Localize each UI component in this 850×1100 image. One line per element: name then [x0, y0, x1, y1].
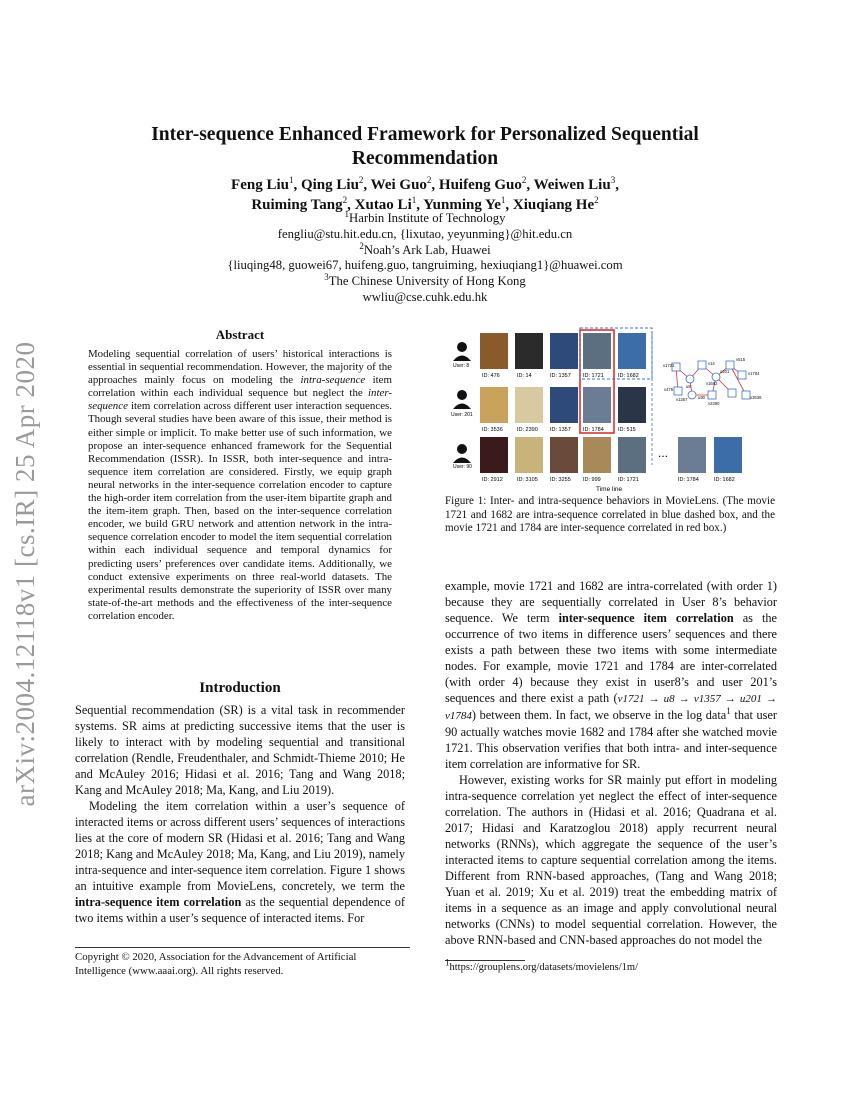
movie-poster — [583, 437, 611, 473]
intro-paragraph-1: Sequential recommendation (SR) is a vital task in recommender systems. SR aims at predicting successive items that the user is likely to interact with by modeling sequential and transitional correlation (Rendle, Freudenthaler, and Schmidt-Thieme 2010; He and McAuley 2016; Hidasi et al. 2016; Tang and Wang 2018; Kang and McAuley 2018; Ma, Kang, and Liu 2019). — [75, 703, 405, 797]
affiliations: $^1$Harbin Institute of Technology fengliu@stu.hit.edu.cn, {lixutao, yeyunming}@hit.edu.cn $^2$Noah’s Ark Lab, Huawei {liuqing48, guowei67, huifeng.guo, tangruiming, hexiuqiang1}@huawei.com $^3$The Chinese University of Hong Kong wwliu@cse.cuhk.edu.hk — [80, 211, 770, 306]
figure-1-caption: Figure 1: Inter- and intra-sequence behaviors in MovieLens. (The movie 1721 and 1682 are intra-sequence correlated in blue dashed box, and the movie 1721 and 1784 are inter-sequence correlated in red box.) — [445, 495, 775, 534]
movie-id-label: ID: 1721 — [583, 373, 604, 379]
intro-paragraph-2: Modeling the item correlation within a user’s sequence of interacted items or across different users’ sequences of interactions lies at the core of modern SR (Hidasi et al. 2016; Tang and Wang 2018; Kang and McAuley 2018; Ma, Kang, and Liu 2019), namely intra-sequence and inter-sequence item correlation. Figure 1 shows an intuitive example from MovieLens, concretely, we term the intra-sequence item correlation as the sequential dependence of two items within a user’s sequence of interacted items. For — [75, 799, 405, 925]
footnote-divider — [445, 960, 525, 961]
arxiv-sidebar-stamp: arXiv:2004.12118v1 [cs.IR] 25 Apr 2020 — [10, 341, 40, 807]
graph-node-label: v3536 — [750, 395, 762, 400]
movie-poster — [515, 437, 543, 473]
movie-poster — [480, 333, 508, 369]
movie-id-label: ID: 1357 — [550, 373, 571, 379]
right-paragraph-1: example, movie 1721 and 1682 are intra-correlated (with order 1) because they are sequentially correlated in User 8’s behavior sequence. We term inter-sequence item correlation as the occurrence of two items in difference users’ sequences and there exists a path between these two items with some intermediate nodes. For example, movie 1721 and 1784 are inter-correlated (with order 4) because they exist in user8’s and user 201’s sequences and there exist a path (v1721 → u8 → v1357 → u201 → v1784) between them. In fact, we observe in the log data$^1$ that user 90 actually watches movie 1682 and 1784 after she watched movie 1721. This observation verifies that both intra- and inter-sequence item correlation are informative for SR. — [445, 579, 777, 771]
introduction-heading: Introduction — [199, 680, 281, 696]
email-3: wwliu@cse.cuhk.edu.hk — [362, 289, 488, 304]
abstract-heading: Abstract — [215, 327, 265, 342]
author-name: Huifeng Guo — [438, 177, 522, 193]
graph-node-label: v476 — [664, 387, 674, 392]
email-1: fengliu@stu.hit.edu.cn, {lixutao, yeyunming}@hit.edu.cn — [277, 226, 573, 241]
movie-poster — [618, 387, 646, 423]
movie-id-label: ID: 3255 — [550, 477, 571, 483]
author-name: Wei Guo — [370, 177, 427, 193]
user-icon — [453, 444, 471, 463]
institution-1: Harbin Institute of Technology — [349, 211, 506, 225]
movie-id-label: ID: 1784 — [583, 427, 604, 433]
movie-poster — [550, 387, 578, 423]
user-label: User: 8 — [453, 363, 470, 369]
graph-node-label: v14 — [708, 361, 715, 366]
movie-id-label: ID: 1682 — [618, 373, 639, 379]
author-name: Xiuqiang He — [512, 197, 595, 213]
graph-node-label: v1721 — [663, 363, 675, 368]
author-name: Ruiming Tang — [251, 197, 343, 213]
movie-id-label: ID: 1784 — [678, 477, 699, 483]
movie-poster — [678, 437, 706, 473]
graph-node-label: v515 — [736, 357, 746, 362]
graph-node-label: v1682 — [706, 381, 718, 386]
movie-poster — [515, 333, 543, 369]
movie-poster — [515, 387, 543, 423]
email-2: {liuqing48, guowei67, huifeng.guo, tangruiming, hexiuqiang1}@huawei.com — [227, 258, 623, 273]
movie-poster — [480, 387, 508, 423]
right-column-body — [445, 578, 777, 948]
movie-poster — [583, 333, 611, 369]
author-name: Feng Liu — [231, 177, 289, 193]
author-name: Weiwen Liu — [533, 177, 611, 193]
graph-node-label: u201 — [720, 369, 730, 374]
movie-poster — [618, 333, 646, 369]
figure-1-illustration — [446, 325, 776, 493]
title-line-1: Inter-sequence Enhanced Framework for Personalized Sequential — [151, 124, 699, 145]
copyright-notice: Copyright © 2020, Association for the Advancement of Artificial Intelligence (www.aaai.org). All rights reserved. — [75, 947, 410, 978]
paper-title — [80, 123, 770, 171]
movie-id-label: ID: 3105 — [517, 477, 538, 483]
movie-id-label: ID: 1682 — [714, 477, 735, 483]
movie-id-label: ID: 476 — [482, 373, 500, 379]
right-paragraph-2: However, existing works for SR mainly put effort in modeling intra-sequence correlation yet neglect the effect of inter-sequence correlation. The authors in (Hidasi et al. 2016; Quadrana et al. 2017; Hidasi and Karatzoglou 2018) apply recurrent neural networks (RNNs), which aggregate the sequence of the user’s interacted items to capture sequential correlation among the items. Different from RNN-based approaches, (Tang and Wang 2018; Yuan et al. 2019; Xu et al. 2019) treat the embedding matrix of items in a sequence as an image and apply convolutional neural networks (CNNs) to model sequential correlation. However, the above RNN-based and CNN-based approaches do not model the — [445, 773, 777, 947]
movie-poster — [480, 437, 508, 473]
footnote-url[interactable]: https://grouplens.org/datasets/movielens/1m/ — [449, 962, 638, 973]
introduction-body — [75, 702, 405, 926]
graph-node-label: u8 — [686, 384, 691, 389]
graph-node-label: v1357 — [676, 397, 688, 402]
movie-poster — [550, 437, 578, 473]
movie-poster — [714, 437, 742, 473]
user-label: User: 201 — [451, 412, 473, 418]
user-icon — [453, 342, 471, 361]
institution-3: The Chinese University of Hong Kong — [328, 274, 526, 289]
title-line-2: Recommendation — [351, 148, 499, 169]
movie-id-label: ID: 2390 — [517, 427, 538, 433]
movie-id-label: ID: 999 — [583, 477, 601, 483]
movie-poster — [618, 437, 646, 473]
user-icon — [453, 390, 471, 409]
abstract-body: Modeling sequential correlation of users’ historical interactions is essential in sequential recommendation. However, the majority of the approaches mainly focus on modeling the intra-sequence item correlation within each individual sequence but neglect the inter-sequence item correlation across different user interaction sequences. Though several studies have been aware of this issue, their method is either simple or implicit. To make better use of such information, we propose an inter-sequence enhanced framework for the Sequential Recommendation (ISSR). In ISSR, both inter-sequence and intra-sequence item correlation are considered. Firstly, we equip graph neural networks in the inter-sequence correlation encoder to capture the high-order item correlation from the user-item bipartite graph and the item-item graph. Then, based on the inter-sequence correlation encoder, we build GRU network and attention network in the intra-sequence correlation encoder to model the item sequential correlation within each individual sequence and temporal dynamics for predicting users’ preferences over candidate items. Additionally, we conduct extensive experiments on three real-world datasets. The experimental results demonstrate the superiority of ISSR over many state-of-the-art methods and the effectiveness of the inter-sequence correlation encoder. — [88, 348, 392, 622]
graph-node-label: v2390 — [708, 401, 720, 406]
movie-id-label: ID: 1721 — [618, 477, 639, 483]
author-name: Yunming Ye — [423, 197, 501, 213]
author-name: Xutao Li — [354, 197, 412, 213]
author-list: Feng Liu$^1$, Qing Liu$^2$, Wei Guo$^2$, Huifeng Guo$^2$, Weiwen Liu$^3$, Ruiming Tang$^2$, Xutao Li$^1$, Yunming Ye$^1$, Xiuqiang He$^2$ — [231, 175, 619, 213]
institution-2: Noah’s Ark Lab, Huawei — [363, 242, 491, 257]
footnote: $^1$https://grouplens.org/datasets/movielens/1m/ — [445, 957, 638, 973]
author-name: Qing Liu — [300, 177, 359, 193]
movie-id-label: ID: 14 — [517, 373, 532, 379]
sequence-ellipsis: ... — [658, 446, 669, 460]
graph-node-label: v1784 — [748, 371, 760, 376]
movie-poster — [550, 333, 578, 369]
time-line-label: Time line — [596, 486, 623, 493]
user-label: User: 90 — [453, 464, 472, 470]
movie-id-label: ID: 1357 — [550, 427, 571, 433]
movie-id-label: ID: 2912 — [482, 477, 503, 483]
movie-poster — [583, 387, 611, 423]
movie-id-label: ID: 515 — [618, 427, 636, 433]
graph-node-label: u90 — [698, 395, 705, 400]
movie-id-label: ID: 3536 — [482, 427, 503, 433]
